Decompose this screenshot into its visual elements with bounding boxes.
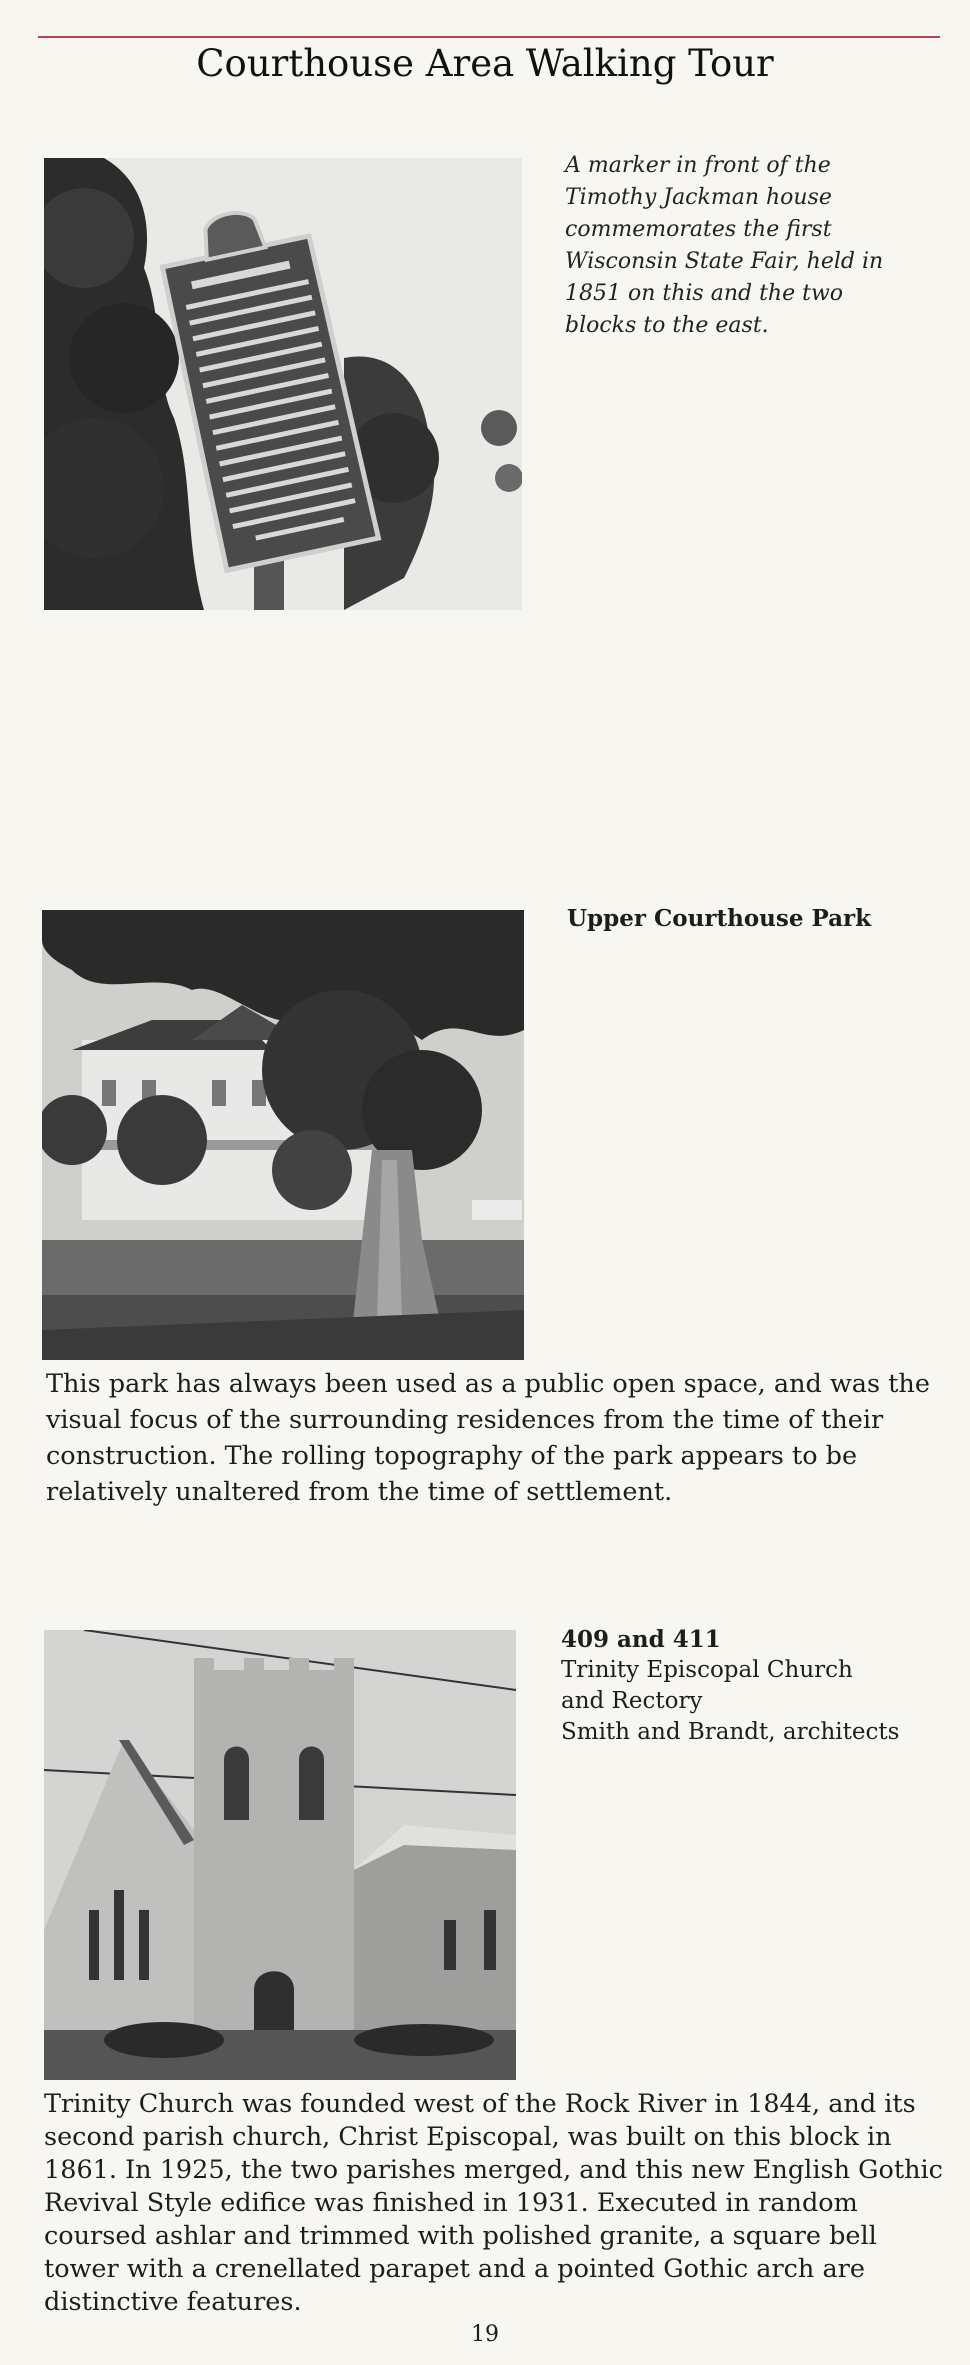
marker-caption: A marker in front of the Timothy Jackman house commemorates the first Wisconsin State Fair, held in 1851 on this and the two blocks to the east. [565, 153, 884, 338]
church-description: Trinity Church was founded west of the Rock River in 1844, and its second parish church, Christ Episcopal, was built on this block in 1861. In 1925, the two parishes merged, and this new English Gothic Revival Style edifice was finished in 1931. Executed in random coursed ashlar and trimmed with polished granite, a square bell tower with a crenellated parapet and a pointed Gothic arch are distinctive features. [44, 2089, 943, 2317]
marker-photo [44, 158, 522, 610]
header-rule [38, 36, 940, 38]
church-name-line2: and Rectory [561, 1688, 703, 1714]
church-architects: Smith and Brandt, architects [561, 1719, 900, 1745]
page-title: Courthouse Area Walking Tour [196, 42, 774, 85]
park-photo [42, 910, 524, 1360]
church-caption [561, 1624, 941, 1748]
church-name-line1: Trinity Episcopal Church [561, 1657, 853, 1683]
church-photo [44, 1630, 516, 2080]
church-address: 409 and 411 [561, 1626, 721, 1653]
park-description: This park has always been used as a public open space, and was the visual focus of the surrounding residences from the time of their construction. The rolling topography of the park appears to be relatively unaltered from the time of settlement. [46, 1369, 930, 1507]
park-title: Upper Courthouse Park [567, 905, 872, 932]
page-number: 19 [471, 2322, 499, 2347]
